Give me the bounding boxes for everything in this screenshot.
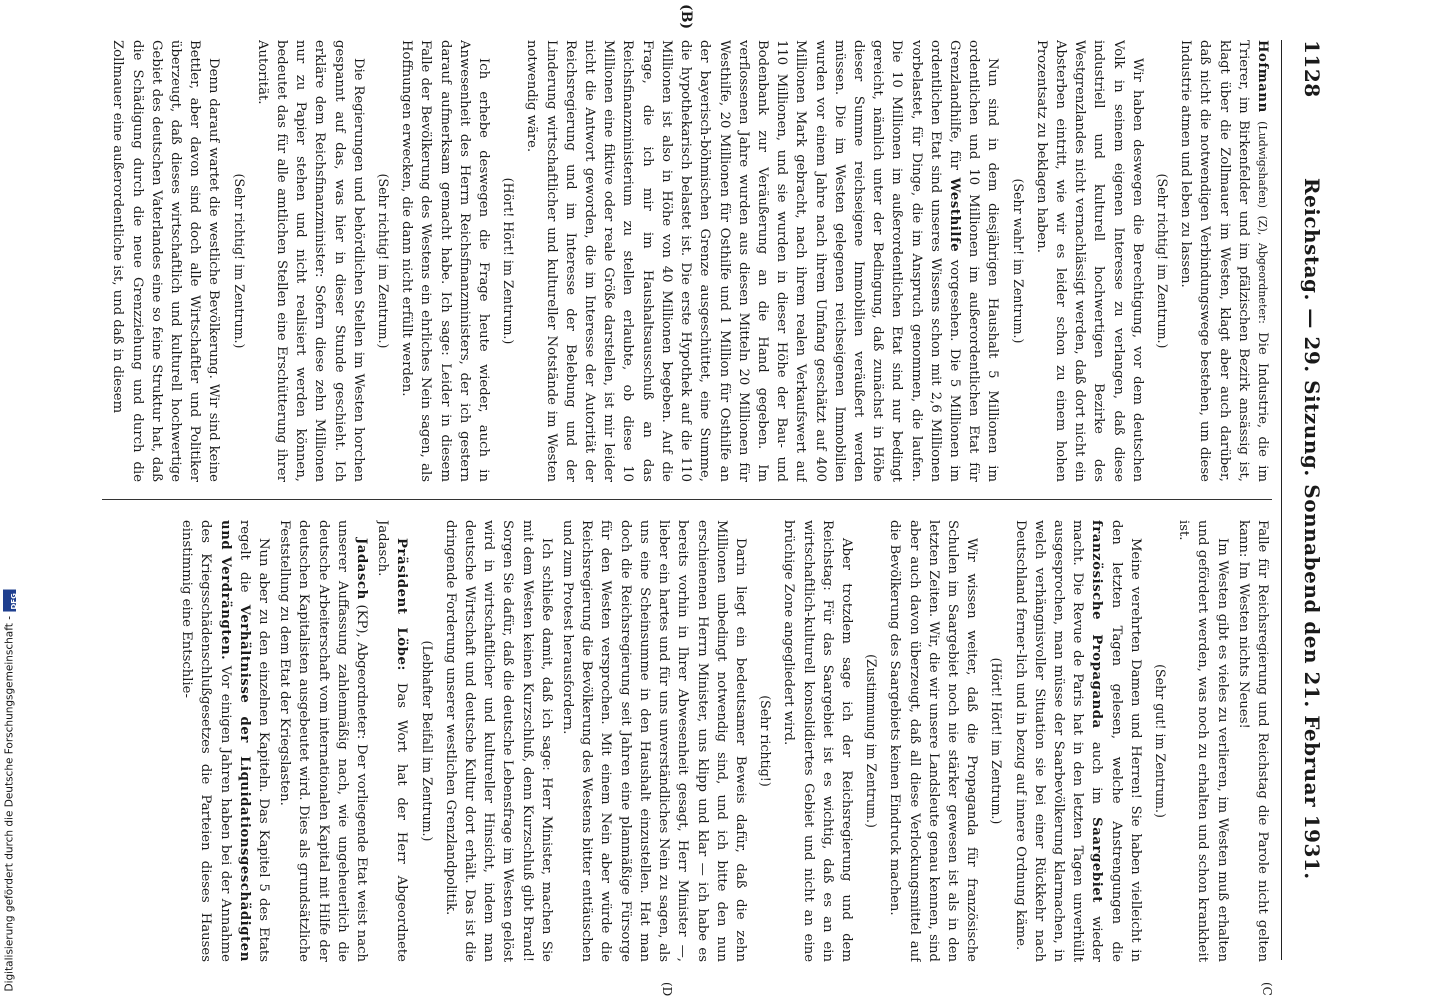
interjection: (Sehr richtig! im Zentrum.) — [231, 173, 247, 349]
paragraph: Ich schließe damit, daß ich sage: Herr Minister, machen Sie mit dem Westen keinen Kurzschluß, denn Kurzschluß gibt Brand! Sorgen Sie dafür, daß die deutsche Lebensfrage im Westen gelöst wird in wirtschaftlicher und kultureller Hinsicht, indem man deutsche Wirtschaft und deutsche Kultur dort erhält. Das ist die dringende Forderung unserer westlichen Grenzlandpolitik. — [442, 520, 554, 962]
paragraph — [1010, 520, 1144, 962]
paragraph — [275, 520, 371, 962]
paragraph-text: Meine verehrten Damen und Herren! Sie haben vielleicht in den letzten Tagen gelesen, welche Anstrengungen die — [1108, 520, 1143, 962]
president-label: Präsident Löbe: — [394, 538, 410, 671]
paragraph-text: Vor einigen Jahren haben bei der Annahme des Kriegsschädenschlußgesetzes die Parteien dieses Hauses einstimmig eine Entschlie- — [179, 520, 233, 962]
paragraph-text: Nun aber zu den einzelnen Kapiteln. Das Kapitel 5 des Etats regelt die — [236, 520, 272, 962]
paragraph: Wir wissen weiter, daß die Propaganda für französische Schulen im Saargebiet noch nie stärker gewesen ist als in den letzten Zeiten. Wir, die wir unsere Landsleute genau kennen, sind aber auch davon überzeugt, daß all diese Verlockungsmittel auf die Bevölkerung des Saargebiets keinen Eindruck machen. — [887, 520, 980, 962]
paragraph-text: vorgesehen. Die 5 Millionen im ordentlichen Etat sind unseres Wissens schon mit 2,6 Millionen vorbelastet, für Dinge, die im Anspruch genommen, die laufen. Die 10 Millionen im außerordentlichen Etat sind nur bedingt gereicht, nämlich unter der Bedingung, daß zunächst in Höhe dieser Summe reichseigene Immobilien veräußert werden müssen. Die im Westen gelegenen reichseigenen Immobilien wurden vor einem Jahre nach ihrem Umfang geschätzt auf 400 Millionen Mark gebracht, nach ihrem realen Verkaufswert auf 110 Millionen, und sie wurden in dieser Höhe der Bau- und Bodenbank zur Veräußerung an die Hand gegeben. Im verflossenen Jahre wurden aus diesen Mitteln 20 Millionen für Westhilfe, 20 Millionen für Osthilfe und 1 Million für Osthilfe an der bayerisch-böhmischen Grenze ausgeschüttet, eine Summe, die hypothekarisch belastet ist. Die erste Hypothek auf die 110 Millionen ist also in Höhe von 40 Millionen begeben. Auf die Frage, die ich mir im Haushaltsausschuß an das Reichsfinanzministerium zu stellen erlaubte, ob diese 10 Millionen eine fiktive oder reale Größe darstellen, ist mir leider nicht die Antwort geworden, die im Interesse der Autorität der Reichsregierung und im Interesse der Belebung und der Linderung wirtschaftlicher und kultureller Notstände im Westen notwendig wäre. — [524, 40, 962, 482]
emphasis: Saargebiet — [1089, 817, 1105, 903]
digitization-credit — [3, 590, 16, 992]
interjection: (Sehr wahr! im Zentrum.) — [1010, 178, 1026, 344]
interjection: (Sehr gut! im Zentrum.) — [1152, 664, 1168, 818]
interjection: (Hört! Hört! im Zentrum.) — [501, 177, 517, 345]
left-column — [102, 40, 1272, 482]
paragraph-text: wieder macht. Die Revue de Paris hat in den letzten Tagen unverhüllt ausgesprochen, man müsse der Saarbevölkerung klarmachen, in welch verhängnisvoller Situation sie bei einer Rückkehr nach Deutschland ferner-lich und in bezug auf innere Ordnung käme. — [1012, 520, 1105, 962]
paragraph — [1176, 40, 1272, 482]
margin-mark-c: (C — [1260, 982, 1274, 996]
paragraph: Falle für Reichsregierung und Reichstag die Parole nicht gelten kann: Im Westen nichts Neues! — [1235, 520, 1270, 962]
interjection: (Sehr richtig! im Zentrum.) — [1154, 173, 1170, 349]
paragraph: Im Westen gibt es vieles zu verlieren, im Westen muß erhalten und gefördert werden, was noch zu erhalten und schon krankheit ist. — [1176, 520, 1230, 962]
credit-text: Digitalisierung gefördert durch die Deutsche Forschungsgemeinschaft - — [3, 616, 16, 992]
paragraph-text: Die Industrie, die im Trierer, im Birkenfelder und im pfälzischen Bezirk ansässig ist, klagt über die Zollmauer im Westen, klagt aber auch darüber, daß nicht die notwendigen Verbindungswege bestehen, um diese Industrie atmen und leben zu lassen. — [1178, 40, 1270, 482]
paragraph: Darin liegt ein bedeutsamer Beweis dafür, daß die zehn Millionen unbedingt notwendig sind, und ich bitte den nun erschienenen Herrn Minister, uns klipp und klar — ich habe es bereits vorhin in Ihrer Abwesenheit gesagt, Herr Minister —, lieber ein hartes und für uns unverständliches Nein zu sagen, als uns eine Scheinsumme in den Haushalt einzustellen. Hat man doch die Reichsregierung seit Jahren eine planmäßige Fürsorge für den Westen versprochen. Mit einem Nein aber würde die Reichsregierung die Bevölkerung des Westens bitter enttäuschen und zum Protest herausfordern. — [560, 520, 748, 962]
paragraph-text: Das Wort hat der Herr Abgeordnete Jadasch. — [375, 520, 410, 962]
paragraph — [373, 520, 411, 962]
column-divider — [102, 499, 1272, 500]
paragraph: Ich erhebe deswegen die Frage heute wieder, auch in Anwesenheit des Herrn Reichsfinanzministers, der ich gestern darauf aufmerksam gemacht habe. Ich sage: Leider in diesem Falle der Bevölkerung des Westens ein ehrliches Nein sagen, als Hoffnungen erwecken, die dann nicht erfüllt werden. — [399, 40, 492, 482]
paragraph: Wir haben deswegen die Berechtigung, vor dem deutschen Volk in seinem eigenen Interesse zu verlangen, daß diese industriell und kulturell hochwertigen Bezirke des Westgrenzlandes nicht vernachlässigt werden, daß dort nicht ein Absterben eintritt, wie wir es leider schon zu einem hohen Prozentsatz zu beklagen haben. — [1033, 40, 1145, 482]
emphasis: Westhilfe — [946, 177, 962, 253]
interjection: (Lebhafter Beifall im Zentrum.) — [419, 640, 435, 842]
page-header — [1284, 40, 1324, 960]
emphasis: französische Propaganda — [1089, 520, 1105, 729]
header-rule — [1281, 40, 1282, 960]
paragraph-text: (KP), Abgeordneter: Der vorliegende Etat weist nach unserer Auffassung zahlenmäßig nach, wie ungeheuerlich die deutsche Arbeiterschaft vom internationalen Kapital mit Hilfe der deutschen Kapitalisten ausgebeutet wird. Dies als grundsätzliche Feststellung zu dem Etat der Kriegslasten. — [277, 520, 370, 962]
emphasis: Verhältnisse der Liquidationsgeschädigten und Verdrängten. — [217, 520, 252, 962]
paragraph: Aber trotzdem sage ich der Reichsregierung und dem Reichstag: Für das Saargebiet ist es wichtig, daß es an ein wirtschaftlich-kulturell konsolidiertes Gebiet und nicht an eine brüchige Zone angegliedert wird. — [781, 520, 854, 962]
paragraph-text: Nun sind in dem diesjährigen Haushalt 5 Millionen im ordentlichen und 10 Millionen im außerordentlichen Etat für Grenzlandhilfe, für — [946, 40, 1001, 482]
interjection: (Zustimmung im Zentrum.) — [864, 654, 880, 828]
interjection: (Sehr richtig!) — [758, 695, 774, 787]
paragraph — [177, 520, 273, 962]
margin-mark-b: (B) — [678, 4, 694, 30]
speaker-note: (Ludwigshafen) (Z), Abgeordneter: — [1256, 121, 1269, 324]
page-title: Reichstag. — 29. Sitzung. Sonnabend den 21. Februar 1931. — [1300, 177, 1324, 880]
interjection: (Hört! Hört! im Zentrum.) — [989, 657, 1005, 825]
paragraph — [522, 40, 1002, 482]
paragraph: Denn darauf wartet die westliche Bevölkerung. Wir sind keine Bettler, aber davon sind doch alle Wirtschaftler und Politiker überzeugt, daß dieses wirtschaftlich und kulturell hochwertige Gebiet des deutschen Vaterlandes eine so feine Struktur hat, daß die Schädigung durch die neue Grenzziehung und durch die Zollmauer eine außerordentliche ist, und daß in diesem — [110, 40, 222, 482]
interjection: (Sehr richtig! im Zentrum.) — [376, 173, 392, 349]
page-number: 1128 — [1300, 40, 1324, 98]
margin-mark-d: (D — [660, 982, 674, 997]
speaker-name: Jadasch — [354, 538, 370, 600]
dfg-logo-icon: DFG — [3, 590, 16, 612]
speaker-name: Hofmann — [1255, 40, 1270, 113]
paragraph-text: auch im — [1089, 728, 1105, 818]
right-column — [102, 520, 1272, 962]
paragraph: Die Regierungen und behördlichen Stellen im Westen horchen gespannt auf das, was hier in dieser Stunde geschieht. Ich erkläre dem Reichsfinanzminister: Sofern diese zehn Millionen nur zu Papier stehen und nicht realisiert werden können, bedeutet das für alle amtlichen Stellen eine Erschütterung ihrer Autorität. — [254, 40, 366, 482]
